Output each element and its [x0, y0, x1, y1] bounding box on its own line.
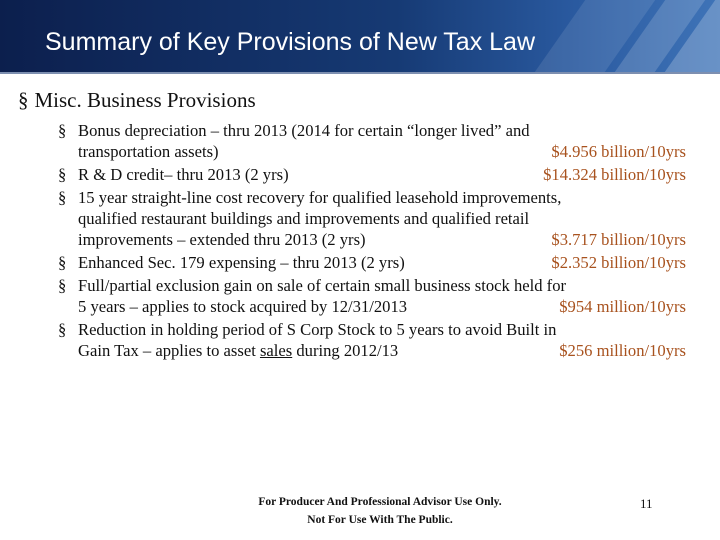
footer-line: For Producer And Professional Advisor Use Only.: [258, 496, 502, 508]
underlined-word: sales: [259, 341, 293, 360]
page-number: 11: [640, 496, 653, 511]
slide-title: Summary of Key Provisions of New Tax Law: [45, 28, 536, 56]
title-bar: [0, 0, 720, 72]
bullet-icon: §: [58, 188, 67, 207]
item-text-line: Enhanced Sec. 179 expensing – thru 2013 (2 yrs): [78, 253, 405, 272]
item-text-line: transportation assets): [78, 142, 219, 161]
bullet-icon: §: [58, 121, 67, 140]
item-amount: $256 million/10yrs: [559, 341, 686, 360]
bullet-icon: §: [18, 88, 29, 112]
item-text-line: Reduction in holding period of S Corp Stock to 5 years to avoid Built in: [78, 320, 557, 339]
list-item: [58, 275, 686, 317]
provision-list: [58, 120, 686, 363]
list-item: [58, 120, 686, 162]
item-text-line: Bonus depreciation – thru 2013 (2014 for certain “longer lived” and: [78, 121, 530, 140]
item-text-line: 15 year straight-line cost recovery for qualified leasehold improvements,: [78, 188, 562, 207]
list-item: [58, 319, 686, 361]
section-heading: [18, 88, 256, 113]
bullet-icon: §: [58, 165, 67, 184]
item-amount: $14.324 billion/10yrs: [543, 165, 686, 184]
item-amount: $3.717 billion/10yrs: [551, 230, 686, 249]
item-amount: $954 million/10yrs: [559, 297, 686, 316]
section-heading-text: Misc. Business Provisions: [34, 88, 256, 112]
bullet-icon: §: [58, 276, 67, 295]
list-item: [58, 164, 686, 185]
list-item: [58, 187, 686, 250]
footer-line: Not For Use With The Public.: [307, 514, 453, 526]
item-text-line: Full/partial exclusion gain on sale of certain small business stock held for: [78, 276, 567, 295]
item-text-post: during 2012/13: [292, 341, 399, 360]
item-text-line: 5 years – applies to stock acquired by 12/31/2013: [78, 297, 408, 316]
bullet-icon: §: [58, 320, 67, 339]
list-item: [58, 252, 686, 273]
item-text-line: qualified restaurant buildings and improvements and qualified retail: [78, 209, 530, 228]
item-amount: $4.956 billion/10yrs: [551, 142, 686, 161]
item-amount: $2.352 billion/10yrs: [551, 253, 686, 272]
item-text-line: R & D credit– thru 2013 (2 yrs): [78, 165, 289, 184]
bullet-icon: §: [58, 253, 67, 272]
disclaimer-footer: [210, 493, 550, 529]
title-divider: [0, 72, 720, 74]
item-text-pre: Gain Tax – applies to asset: [78, 341, 260, 360]
item-text-line: improvements – extended thru 2013 (2 yrs): [78, 230, 366, 249]
